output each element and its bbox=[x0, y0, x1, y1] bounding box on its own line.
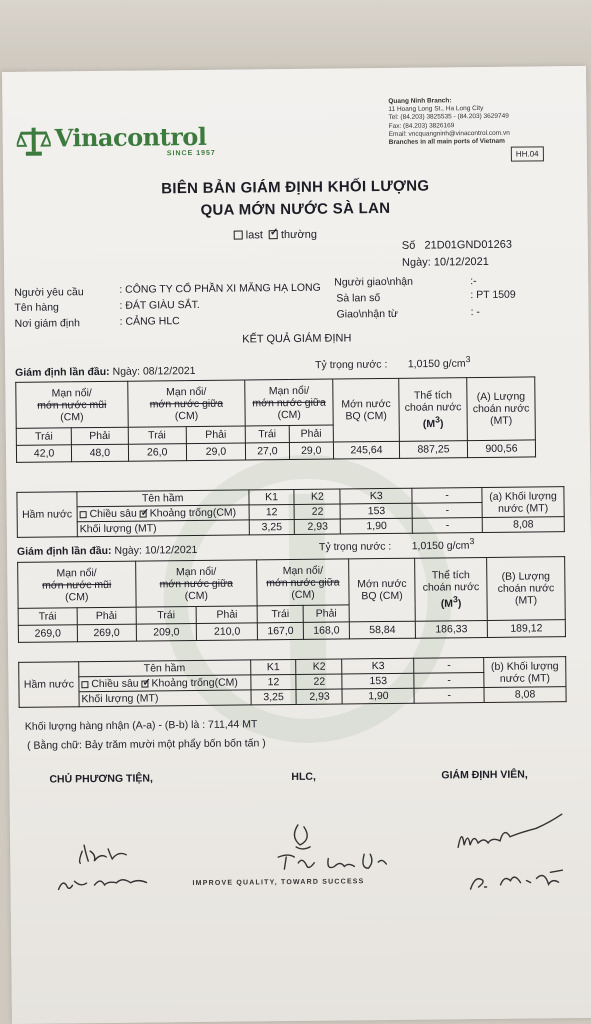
hold1-r1-k2: 22 bbox=[295, 504, 341, 519]
survey1-label-text: Giám định lần đầu: bbox=[15, 365, 110, 379]
s2-aft-stbd: 168,0 bbox=[303, 622, 349, 639]
hold1-mass-label: Khối lượng (MT) bbox=[77, 520, 249, 537]
normal-label: thường bbox=[280, 228, 318, 242]
fore-head-b: mớn nước mũi bbox=[37, 398, 107, 412]
aft2-stbd-header: Phải bbox=[303, 605, 349, 622]
requester-value: : CÔNG TY CỔ PHẦN XI MĂNG HẠ LONG bbox=[119, 281, 321, 296]
s1-aft-port: 27,0 bbox=[246, 443, 290, 460]
mean-draft-header: Mớn nước BQ (CM) bbox=[333, 378, 400, 442]
s1-mid-stbd: 29,0 bbox=[186, 443, 246, 461]
hlc-signature bbox=[268, 816, 409, 883]
branch-address: 11 Hoang Long St., Ha Long City bbox=[388, 105, 484, 114]
volume-header: Thể tích choán nước $(M^3)$ bbox=[399, 378, 468, 442]
hold1-r2-k2: 2,93 bbox=[295, 519, 341, 534]
mid-head-a: Mạn nổi/ bbox=[166, 385, 207, 398]
owner-title: CHỦ PHƯƠNG TIỆN, bbox=[49, 772, 153, 786]
mid-draft-header bbox=[127, 380, 245, 427]
fore2-head-b: mớn nước mũi bbox=[41, 578, 112, 592]
survey1-density-label: Tỷ trọng nước : bbox=[315, 358, 388, 372]
scale-emblem-icon bbox=[17, 123, 51, 157]
from-value: : - bbox=[470, 306, 480, 319]
slogan: IMPROVE QUALITY, TOWARD SUCCESS bbox=[192, 878, 365, 888]
doc-title-line2: QUA MỚN NƯỚC SÀ LAN bbox=[200, 199, 391, 219]
so-value: 21D01GND01263 bbox=[424, 238, 512, 252]
mid-head-c: (CM) bbox=[174, 409, 199, 422]
mid-stbd-header: Phải bbox=[186, 426, 246, 444]
hold2-r2-k3: 1,90 bbox=[342, 688, 414, 704]
s1-aft-stbd: 29,0 bbox=[289, 442, 334, 459]
fore-head-a: Mạn nổi/ bbox=[51, 386, 92, 399]
fore2-head-c: (CM) bbox=[65, 590, 89, 603]
survey2-table bbox=[17, 556, 566, 643]
goods-value: : ĐÁT GIÀU SẮT. bbox=[119, 298, 200, 312]
ullage-checkbox[interactable] bbox=[140, 511, 147, 518]
document-number bbox=[402, 239, 512, 252]
hold2-mass-value: 8,08 bbox=[484, 687, 566, 703]
volume-head-unit: (M bbox=[422, 417, 436, 430]
barge-label: Sà lan số bbox=[336, 292, 381, 305]
displacement-header: (A) Lượng choán nước (MT) bbox=[467, 377, 536, 441]
hold1-k1: K1 bbox=[248, 489, 294, 504]
location-label: Nơi giám định bbox=[14, 317, 80, 330]
hold1-k2: K2 bbox=[294, 489, 340, 504]
fore-stbd-header: Phải bbox=[71, 427, 128, 445]
aft2-head-b: mớn nước giữa bbox=[266, 575, 340, 589]
hold2-dash: - bbox=[414, 657, 484, 673]
hold1-label: Hầm nước bbox=[17, 492, 77, 538]
location-value: : CẢNG HLC bbox=[119, 315, 180, 328]
hold2-r1-k2: 22 bbox=[296, 674, 342, 689]
hold1-r2-k1: 3,25 bbox=[249, 519, 295, 534]
mid2-port-header: Trái bbox=[136, 606, 197, 624]
logo-since: SINCE 1957 bbox=[166, 149, 216, 158]
survey1-table bbox=[15, 376, 536, 462]
survey2-density-value: 1,0150 g/cm bbox=[411, 539, 470, 553]
hlc-title: HLC, bbox=[291, 770, 316, 784]
depth-label: Chiều sâu bbox=[89, 507, 137, 521]
aft-stbd-header: Phải bbox=[289, 425, 334, 442]
displacement-header-2: (B) Lượng choán nước (MT) bbox=[487, 557, 566, 621]
depth2-label: Chiều sâu bbox=[91, 677, 139, 691]
goods-label: Tên hàng bbox=[14, 301, 59, 314]
hold2-name-header: Tên hầm bbox=[79, 660, 251, 677]
hold2-r2-k4: - bbox=[414, 687, 484, 703]
hold1-r2-k3: 1,90 bbox=[341, 518, 413, 534]
owner-signature bbox=[50, 840, 171, 901]
s2-displacement: 189,12 bbox=[487, 620, 565, 638]
hold1-dash: - bbox=[412, 487, 482, 503]
volume2-head-text: Thể tích choán nước bbox=[422, 568, 480, 594]
ullage2-label: Khoảng trống(CM) bbox=[151, 676, 238, 690]
fore2-port-header: Trái bbox=[18, 608, 77, 626]
summary-words: ( Bằng chữ: Bảy trăm mười một phẩy bốn bốn tấn ) bbox=[26, 737, 266, 752]
hold1-r1-k4: - bbox=[412, 502, 482, 518]
branch-network: Branches in all main ports of Vietnam bbox=[388, 137, 505, 146]
aft-draft-header bbox=[245, 379, 333, 426]
aft2-head-a: Mạn nổi/ bbox=[282, 564, 324, 577]
survey2-label-text: Giám định lần đầu: bbox=[16, 544, 112, 558]
s1-fore-port: 42,0 bbox=[16, 445, 71, 463]
mid2-head-c: (CM) bbox=[184, 589, 209, 602]
hold1-mass-value: 8,08 bbox=[482, 517, 564, 533]
survey1-label bbox=[15, 365, 195, 379]
s1-mid-port: 26,0 bbox=[128, 444, 186, 462]
surveyor-title: GIÁM ĐỊNH VIÊN, bbox=[441, 768, 528, 782]
hold2-k3: K3 bbox=[342, 658, 414, 674]
aft2-port-header: Trái bbox=[257, 605, 303, 622]
survey1-density-sup: 3 bbox=[465, 354, 471, 365]
ngay-label: Ngày: bbox=[401, 256, 431, 269]
mid2-stbd-header: Phải bbox=[196, 606, 257, 624]
result-title: KẾT QUẢ GIÁM ĐỊNH bbox=[242, 332, 352, 346]
branch-email: Email: vncquangninh@vinacontrol.com.vn bbox=[388, 129, 510, 138]
survey2-density-sup: 3 bbox=[469, 536, 475, 547]
deliverer-value: :- bbox=[470, 275, 477, 288]
hold1-table bbox=[16, 486, 564, 538]
survey2-density bbox=[319, 536, 475, 553]
volume2-head-unit: (M bbox=[440, 597, 454, 610]
form-code: HH.04 bbox=[511, 146, 544, 161]
document-page bbox=[2, 66, 591, 1024]
mid2-head-a: Mạn nổi/ bbox=[175, 565, 217, 578]
requester-label: Người yêu cầu bbox=[14, 286, 84, 299]
ullage2-checkbox[interactable] bbox=[141, 680, 148, 687]
survey1-date: Ngày: 08/12/2021 bbox=[112, 364, 196, 378]
branch-tel: Tel: (84.203) 3825535 - (84.203) 3629749 bbox=[388, 113, 509, 122]
mid-port-header: Trái bbox=[128, 427, 186, 445]
document-date bbox=[402, 256, 489, 269]
surveyor-signature bbox=[440, 806, 591, 898]
s2-aft-port: 167,0 bbox=[257, 622, 303, 639]
summary-mass: Khối lượng hàng nhận (A-a) - (B-b) là : 711,44 MT bbox=[24, 718, 258, 733]
aft-head-c: (CM) bbox=[277, 408, 301, 421]
report-type-options bbox=[234, 229, 317, 242]
branch-fax: Fax: (84.203) 3826169 bbox=[388, 121, 455, 130]
mean-draft-header-2: Mớn nước BQ (CM) bbox=[349, 558, 416, 622]
logo-text: Vinacontrol bbox=[54, 121, 207, 153]
fore2-stbd-header: Phải bbox=[77, 607, 136, 625]
barge-value: : PT 1509 bbox=[470, 288, 516, 302]
s2-mid-port: 209,0 bbox=[136, 623, 197, 641]
normal-checkbox[interactable] bbox=[269, 230, 278, 239]
aft-head-a: Mạn nổi/ bbox=[268, 384, 310, 397]
last-label: last bbox=[245, 229, 263, 242]
so-label: Số bbox=[401, 239, 416, 252]
hold2-label: Hầm nước bbox=[19, 662, 79, 708]
survey2-density-label: Tỷ trọng nước : bbox=[318, 540, 392, 554]
s2-fore-stbd: 269,0 bbox=[77, 624, 136, 642]
aft-port-header: Trái bbox=[245, 426, 289, 443]
s1-mean-draft: 245,64 bbox=[333, 441, 399, 459]
hold1-name-header: Tên hầm bbox=[77, 490, 249, 507]
fore-draft-header bbox=[16, 381, 128, 428]
survey1-density bbox=[315, 354, 471, 371]
fore-port-header: Trái bbox=[16, 428, 71, 446]
hold2-mass-header: (b) Khối lượng nước (MT) bbox=[484, 657, 566, 688]
fore-head-c: (CM) bbox=[60, 410, 84, 423]
hold2-r1-k3: 153 bbox=[342, 673, 414, 689]
s2-mean-draft: 58,84 bbox=[349, 621, 415, 639]
fore2-head-a: Mạn nổi/ bbox=[56, 566, 97, 579]
s1-fore-stbd: 48,0 bbox=[72, 444, 129, 462]
deliverer-label: Người giao\nhận bbox=[334, 275, 414, 289]
s2-fore-port: 269,0 bbox=[18, 625, 77, 643]
depth2-checkbox[interactable] bbox=[81, 681, 88, 688]
from-label: Giao\nhận từ bbox=[336, 307, 398, 321]
branch-info bbox=[388, 96, 579, 147]
hold1-k3: K3 bbox=[340, 488, 412, 504]
hold2-k2: K2 bbox=[296, 659, 342, 674]
hold2-r1-k1: 12 bbox=[250, 674, 296, 689]
survey2-date: Ngày: 10/12/2021 bbox=[114, 543, 198, 557]
doc-title-line1: BIÊN BẢN GIÁM ĐỊNH KHỐI LƯỢNG bbox=[161, 177, 430, 198]
mid-head-b: mớn nước giữa bbox=[149, 397, 224, 410]
last-checkbox[interactable] bbox=[234, 230, 243, 239]
hold2-r2-k1: 3,25 bbox=[251, 689, 297, 704]
vinacontrol-logo bbox=[17, 122, 227, 166]
mid-draft-header-2 bbox=[135, 560, 257, 607]
s2-mid-stbd: 210,0 bbox=[197, 623, 258, 641]
depth-checkbox[interactable] bbox=[80, 511, 87, 518]
branch-title: Quang Ninh Branch: bbox=[388, 97, 452, 105]
fore-draft-header-2 bbox=[18, 561, 136, 608]
hold1-r1-k1: 12 bbox=[249, 504, 295, 519]
survey1-density-value: 1,0150 g/cm bbox=[407, 357, 466, 371]
survey2-label bbox=[17, 544, 197, 558]
hold2-table bbox=[18, 656, 566, 708]
s2-volume: 186,33 bbox=[415, 620, 487, 638]
hold2-mass-label: Khối lượng (MT) bbox=[79, 690, 251, 707]
hold2-r2-k2: 2,93 bbox=[296, 689, 342, 704]
s1-displacement: 900,56 bbox=[467, 440, 535, 458]
hold1-mass-header: (a) Khối lượng nước (MT) bbox=[482, 487, 564, 518]
hold1-r2-k4: - bbox=[412, 517, 482, 533]
aft-draft-header-2 bbox=[257, 559, 349, 606]
hold2-r1-k4: - bbox=[414, 672, 484, 688]
volume-head-text: Thể tích choán nước bbox=[404, 389, 462, 414]
volume-header-2: Thể tích choán nước $(M^3)$ bbox=[415, 557, 488, 621]
ullage-label: Khoảng trống(CM) bbox=[149, 506, 237, 520]
aft2-head-c: (CM) bbox=[291, 588, 315, 601]
mid2-head-b: mớn nước giữa bbox=[159, 577, 233, 590]
ngay-value: 10/12/2021 bbox=[433, 255, 489, 269]
aft-head-b: mớn nước giữa bbox=[252, 396, 326, 409]
hold1-r1-k3: 153 bbox=[340, 503, 412, 519]
hold2-k1: K1 bbox=[250, 659, 296, 674]
s1-volume: 887,25 bbox=[399, 441, 467, 459]
